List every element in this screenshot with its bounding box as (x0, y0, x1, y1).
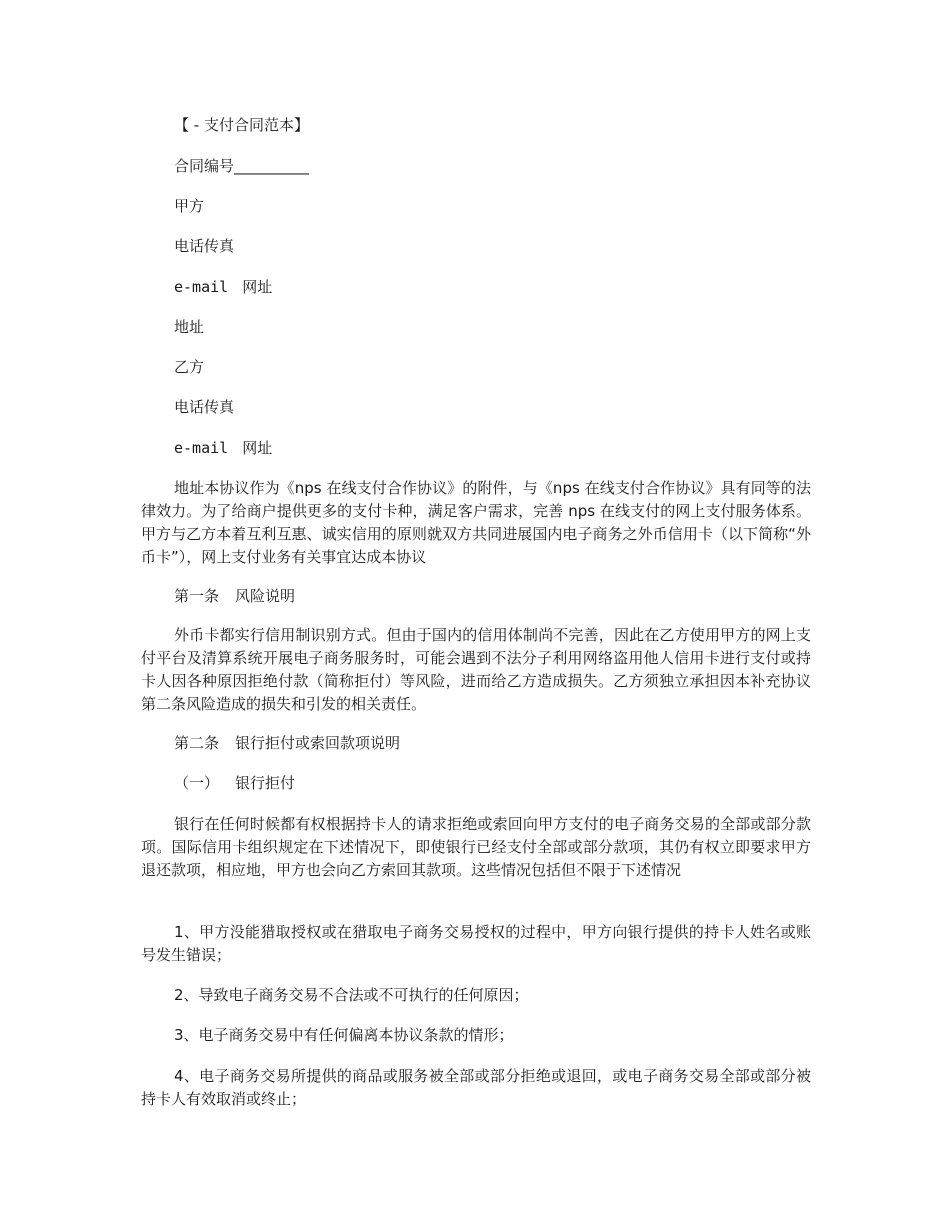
party-a-address: 地址 (174, 318, 205, 336)
document-title: 【 - 支付合同范本】 (174, 116, 309, 134)
article-2-body: 银行在任何时候都有权根据持卡人的请求拒绝或索回向甲方支付的电子商务交易的全部或部分款项。国际信用卡组织规定在下述情况下，即使银行已经支付全部或部分款项，其仍有权立即要求甲方退还款项，相应地，甲方也会向乙方索回其款项。这些情况包括但不限于下述情况 (141, 815, 811, 879)
article-1-title: 风险说明 (235, 587, 296, 605)
section-1-title: 银行拒付 (235, 774, 296, 792)
article-2-title: 银行拒付或索回款项说明 (235, 734, 401, 752)
article-2-heading (174, 733, 400, 753)
intro-paragraph: 地址本协议作为《nps 在线支付合作协议》的附件，与《nps 在线支付合作协议》具有同等的法律效力。为了给商户提供更多的支付卡种，满足客户需求，完善 nps 在线支付的网上支付服务体系。甲方与乙方本着互利互惠、诚实信用的原则就双方共同进展国内电子商务之外币信用卡（以下简称“外币卡”），网上支付业务有关事宜达成本协议 (141, 479, 811, 566)
contract-number-field: 合同编号__________ (174, 157, 310, 175)
article-1-body: 外币卡都实行信用制识别方式。但由于国内的信用体制尚不完善，因此在乙方使用甲方的网上支付平台及清算系统开展电子商务服务时，可能会遇到不法分子利用网络盗用他人信用卡进行支付或持卡人因各种原因拒绝付款（简称拒付）等风险，进而给乙方造成损失。乙方须独立承担因本补充协议第二条风险造成的损失和引发的相关责任。 (141, 626, 811, 713)
article-1-heading (174, 586, 295, 606)
article-1-number: 第一条 (174, 587, 220, 605)
party-a-phone-fax: 电话传真 (174, 237, 235, 255)
party-a-email-website-row (174, 277, 272, 297)
party-a-label: 甲方 (174, 197, 205, 215)
party-b-website-label: 网址 (242, 439, 273, 457)
party-a-website-label: 网址 (242, 278, 273, 296)
list-item-4: 4、电子商务交易所提供的商品或服务被全部或部分拒绝或退回，或电子商务交易全部或部分被持卡人有效取消或终止； (141, 1067, 811, 1108)
section-1-number: （一） (174, 774, 220, 792)
list-item-2: 2、导致电子商务交易不合法或不可执行的任何原因； (174, 986, 529, 1004)
party-b-label: 乙方 (174, 358, 205, 376)
party-b-phone-fax: 电话传真 (174, 398, 235, 416)
party-b-email-label: e-mail (174, 439, 229, 457)
party-b-email-website-row (174, 438, 272, 458)
party-a-email-label: e-mail (174, 278, 229, 296)
section-1-heading (174, 773, 295, 793)
list-item-3: 3、电子商务交易中有任何偏离本协议条款的情形； (174, 1026, 514, 1044)
list-item-1: 1、甲方没能猎取授权或在猎取电子商务交易授权的过程中，甲方向银行提供的持卡人姓名或账号发生错误； (141, 923, 811, 964)
article-2-number: 第二条 (174, 734, 220, 752)
